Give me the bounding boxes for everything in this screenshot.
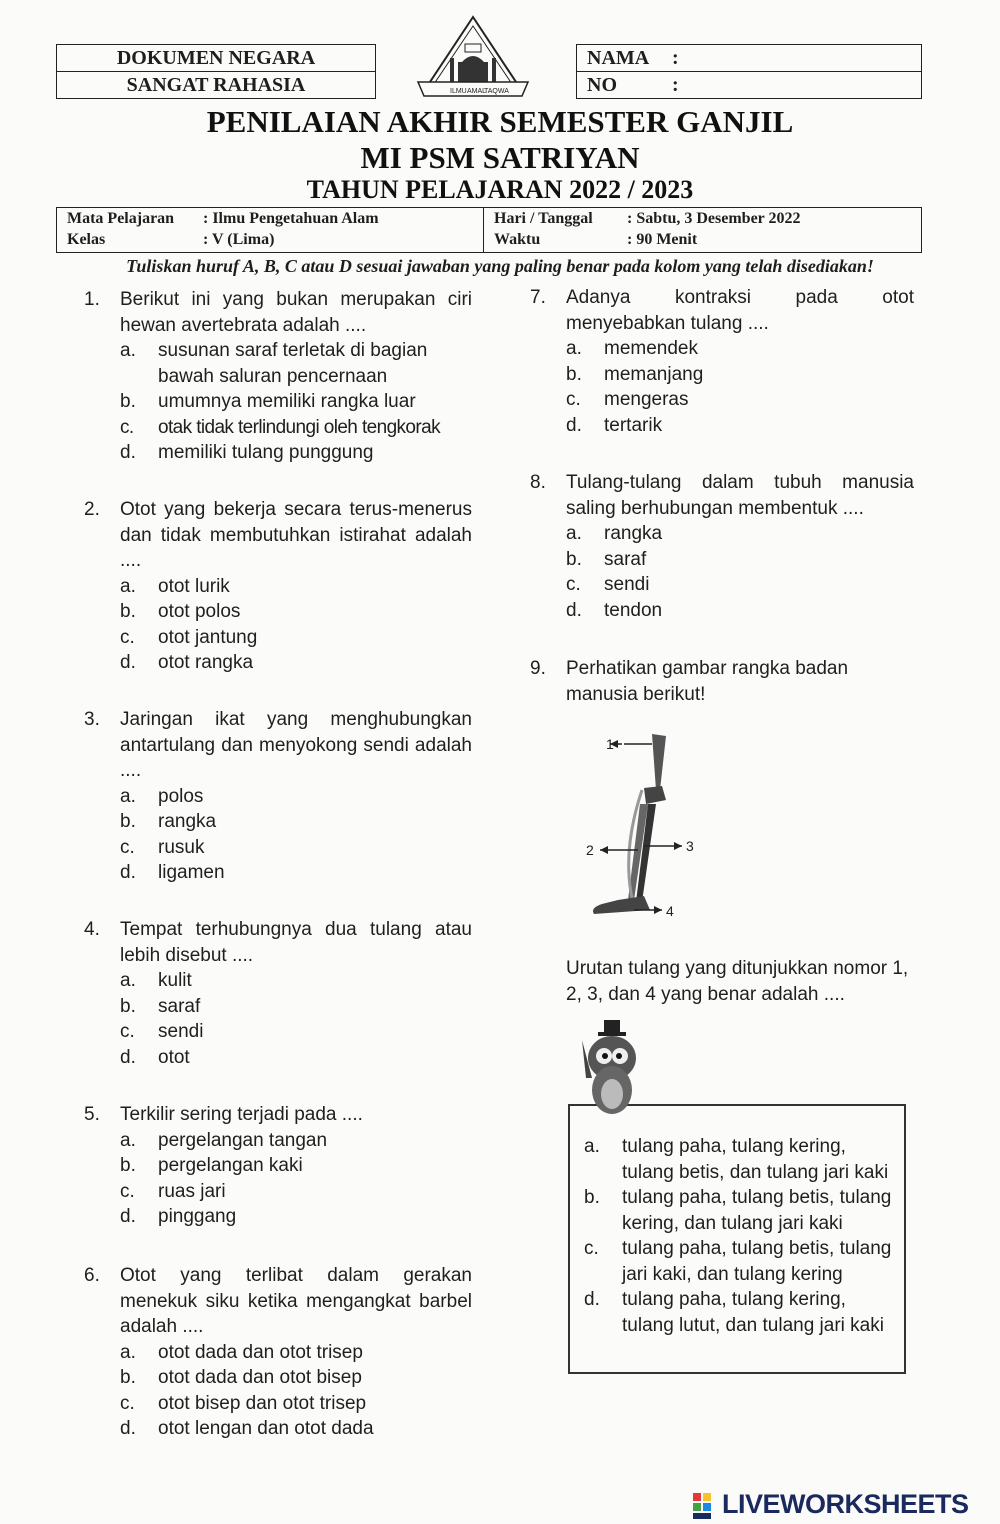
option-letter: d. xyxy=(120,1046,136,1068)
school-name: MI PSM SATRIYAN xyxy=(360,140,640,175)
option-text: otot bisep dan otot trisep xyxy=(158,1392,367,1414)
question-1 xyxy=(84,287,472,466)
option-letter: a. xyxy=(120,785,136,807)
doc-class-line: DOKUMEN NEGARA xyxy=(116,47,316,69)
question-4 xyxy=(84,917,472,1070)
leg-skeleton-figure xyxy=(582,730,712,930)
figure-label-2: 2 xyxy=(586,842,594,858)
question-stem: Jaringan ikat yang menghubungkan antartulang dan menyokong sendi adalah .... xyxy=(120,709,472,781)
option-text: memendek xyxy=(604,338,698,359)
school-logo xyxy=(414,14,532,100)
question-stem: Otot yang terlibat dalam gerakan menekuk siku ketika mengangkat barbel adalah .... xyxy=(120,1265,472,1337)
instruction-text: Tuliskan huruf A, B, C atau D sesuai jawaban yang paling benar pada kolom yang telah disediakan! xyxy=(126,256,874,276)
watermark-text: LIVEWORKSHEETS xyxy=(722,1489,969,1519)
option-b[interactable] xyxy=(120,994,472,1020)
exam-info-table xyxy=(56,207,922,253)
option-b[interactable] xyxy=(120,599,472,625)
option-text: kulit xyxy=(158,970,192,991)
subject-value: : Ilmu Pengetahuan Alam xyxy=(203,210,379,227)
question-stem: Tempat terhubungnya dua tulang atau lebih disebut .... xyxy=(120,919,472,966)
option-letter: c. xyxy=(120,836,135,858)
option-text: otot xyxy=(158,1046,190,1068)
question-7 xyxy=(530,285,914,438)
option-b[interactable] xyxy=(120,1153,472,1179)
option-letter: d. xyxy=(120,652,136,673)
time-value: : 90 Menit xyxy=(627,231,698,248)
option-text: saraf xyxy=(604,548,647,570)
option-a[interactable] xyxy=(120,1340,472,1366)
question-stem: Otot yang bekerja secara terus-menerus dan tidak membutuhkan istirahat adalah .... xyxy=(120,499,472,571)
liveworksheets-logo-icon xyxy=(692,1492,722,1520)
option-letter: b. xyxy=(120,1155,136,1176)
option-a[interactable] xyxy=(584,1134,894,1185)
name-label: NAMA xyxy=(587,47,650,69)
option-text: sendi xyxy=(158,1021,204,1042)
option-text: umumnya memiliki rangka luar xyxy=(158,391,416,412)
question-number: 7. xyxy=(530,287,546,308)
option-letter: d. xyxy=(120,862,136,883)
subject-label: Mata Pelajaran xyxy=(67,210,175,227)
question-9-options xyxy=(548,1134,894,1338)
option-text: memiliki tulang punggung xyxy=(158,442,374,463)
option-letter: c. xyxy=(566,574,581,595)
option-letter: d. xyxy=(120,442,136,463)
option-text: memanjang xyxy=(604,363,704,385)
figure-label-4: 4 xyxy=(666,903,674,919)
option-text: pergelangan kaki xyxy=(158,1155,303,1176)
option-d[interactable] xyxy=(120,650,472,676)
option-letter: c. xyxy=(120,416,134,438)
question-followup: Urutan tulang yang ditunjukkan nomor 1, 2, 3, dan 4 yang benar adalah .... xyxy=(566,958,909,1005)
question-number: 8. xyxy=(530,472,546,493)
name-colon: : xyxy=(672,47,679,69)
option-d[interactable] xyxy=(120,1204,472,1230)
option-c[interactable] xyxy=(120,415,472,441)
doc-class-line: SANGAT RAHASIA xyxy=(57,71,375,98)
option-text: polos xyxy=(158,785,204,807)
option-letter: d. xyxy=(584,1289,600,1310)
option-d[interactable] xyxy=(566,413,914,439)
option-text: rangka xyxy=(158,811,217,832)
student-id-box xyxy=(576,44,922,99)
option-letter: d. xyxy=(120,1206,136,1227)
option-text: rangka xyxy=(604,523,663,544)
question-8 xyxy=(530,470,914,623)
option-a[interactable] xyxy=(120,574,472,600)
option-letter: a. xyxy=(566,338,582,359)
option-text: otot polos xyxy=(158,601,241,622)
date-value: : Sabtu, 3 Desember 2022 xyxy=(627,210,801,227)
option-text: tulang paha, tulang kering, tulang lutut, dan tulang jari kaki xyxy=(622,1289,884,1336)
question-5 xyxy=(84,1102,472,1230)
option-text: ruas jari xyxy=(158,1180,226,1202)
option-letter: b. xyxy=(120,811,136,832)
option-d[interactable] xyxy=(120,1045,472,1071)
option-text: tertarik xyxy=(604,414,663,436)
option-d[interactable] xyxy=(120,1416,472,1442)
question-stem: Adanya kontraksi pada otot menyebabkan tulang .... xyxy=(566,287,914,334)
option-letter: a. xyxy=(120,1341,136,1363)
number-colon: : xyxy=(672,74,679,96)
option-a[interactable] xyxy=(120,784,472,810)
question-number: 9. xyxy=(530,658,546,679)
option-d[interactable] xyxy=(566,598,914,624)
option-b[interactable] xyxy=(566,547,914,573)
option-c[interactable] xyxy=(566,387,914,413)
question-stem: Berikut ini yang bukan merupakan ciri hewan avertebrata adalah .... xyxy=(120,289,472,336)
option-text: mengeras xyxy=(604,389,689,410)
option-text: pinggang xyxy=(158,1206,237,1227)
option-text: tulang paha, tulang betis, tulang jari kaki, dan tulang kering xyxy=(622,1238,892,1285)
figure-label-1: 1 xyxy=(606,736,614,752)
option-d[interactable] xyxy=(584,1287,894,1338)
option-text: otot jantung xyxy=(158,626,258,648)
option-a[interactable] xyxy=(120,1128,472,1154)
option-text: rusuk xyxy=(158,836,205,858)
option-a[interactable] xyxy=(566,336,914,362)
option-text: otot dada dan otot bisep xyxy=(158,1367,362,1388)
option-letter: c. xyxy=(566,389,581,410)
option-text: otot dada dan otot trisep xyxy=(158,1341,363,1363)
option-c[interactable] xyxy=(584,1236,894,1287)
owl-mascot-icon xyxy=(576,1018,646,1118)
option-b[interactable] xyxy=(120,809,472,835)
option-text: pergelangan tangan xyxy=(158,1129,328,1151)
option-letter: b. xyxy=(120,601,136,622)
option-letter: c. xyxy=(584,1238,599,1259)
logo-text: AMAL xyxy=(467,88,487,95)
time-label: Waktu xyxy=(494,231,541,248)
question-9-stem xyxy=(530,656,914,707)
class-label: Kelas xyxy=(67,231,106,248)
option-a[interactable] xyxy=(120,338,472,389)
option-b[interactable] xyxy=(120,389,472,415)
option-c[interactable] xyxy=(120,1019,472,1045)
question-number: 6. xyxy=(84,1265,100,1286)
option-letter: a. xyxy=(120,575,136,597)
option-letter: a. xyxy=(120,340,136,361)
option-letter: b. xyxy=(120,1367,136,1388)
question-number: 3. xyxy=(84,709,100,730)
option-b[interactable] xyxy=(120,1365,472,1391)
option-text: susunan saraf terletak di bagian bawah saluran pencernaan xyxy=(158,340,428,387)
question-number: 4. xyxy=(84,919,100,940)
option-c[interactable] xyxy=(120,835,472,861)
info-divider xyxy=(483,208,484,252)
option-letter: b. xyxy=(566,548,582,570)
option-letter: d. xyxy=(566,599,582,621)
option-d[interactable] xyxy=(120,440,472,466)
option-text: tulang paha, tulang betis, tulang kering, dan tulang jari kaki xyxy=(622,1187,892,1234)
option-letter: a. xyxy=(120,970,136,991)
question-3 xyxy=(84,707,472,886)
option-c[interactable] xyxy=(566,572,914,598)
option-text: otot lurik xyxy=(158,575,230,597)
logo-text: TAQWA xyxy=(484,88,509,95)
option-text: sendi xyxy=(604,574,650,595)
option-letter: c. xyxy=(120,1392,135,1414)
option-text: tendon xyxy=(604,599,663,621)
option-text: ligamen xyxy=(158,862,225,883)
academic-year: TAHUN PELAJARAN 2022 / 2023 xyxy=(306,175,694,204)
option-letter: b. xyxy=(584,1187,600,1208)
question-stem: Terkilir sering terjadi pada .... xyxy=(120,1104,363,1125)
option-d[interactable] xyxy=(120,860,472,886)
option-letter: b. xyxy=(120,995,136,1017)
question-stem: Tulang-tulang dalam tubuh manusia saling berhubungan membentuk .... xyxy=(566,472,914,519)
option-letter: d. xyxy=(566,414,582,436)
option-text: otot lengan dan otot dada xyxy=(158,1418,374,1439)
name-field[interactable] xyxy=(577,45,921,71)
option-letter: a. xyxy=(566,523,582,544)
option-text: tulang paha, tulang kering, tulang betis, dan tulang jari kaki xyxy=(622,1136,889,1183)
option-letter: c. xyxy=(120,1021,135,1042)
number-field[interactable] xyxy=(577,71,921,98)
option-b[interactable] xyxy=(566,362,914,388)
question-number: 1. xyxy=(84,289,100,310)
option-c[interactable] xyxy=(120,625,472,651)
document-classification-box xyxy=(56,44,376,99)
question-number: 2. xyxy=(84,499,100,520)
option-c[interactable] xyxy=(120,1391,472,1417)
option-text: otot rangka xyxy=(158,652,254,673)
option-letter: b. xyxy=(120,391,136,412)
option-letter: a. xyxy=(120,1129,136,1151)
option-letter: b. xyxy=(566,363,582,385)
option-c[interactable] xyxy=(120,1179,472,1205)
option-a[interactable] xyxy=(566,521,914,547)
option-letter: c. xyxy=(120,1180,135,1202)
option-letter: c. xyxy=(120,626,135,648)
date-label: Hari / Tanggal xyxy=(494,210,593,227)
question-stem: Perhatikan gambar rangka badan manusia berikut! xyxy=(566,658,849,705)
option-text: saraf xyxy=(158,995,201,1017)
exam-title: PENILAIAN AKHIR SEMESTER GANJIL xyxy=(206,104,794,139)
number-label: NO xyxy=(587,74,617,96)
question-2 xyxy=(84,497,472,676)
logo-text: ILMU xyxy=(450,88,467,95)
question-6 xyxy=(84,1263,472,1442)
option-text: otak tidak terlindungi oleh tengkorak xyxy=(158,416,440,438)
option-letter: d. xyxy=(120,1418,136,1439)
question-9-followup xyxy=(530,956,914,1007)
option-b[interactable] xyxy=(584,1185,894,1236)
option-letter: a. xyxy=(584,1136,600,1157)
option-a[interactable] xyxy=(120,968,472,994)
figure-label-3: 3 xyxy=(686,838,694,854)
class-value: : V (Lima) xyxy=(203,231,275,248)
question-number: 5. xyxy=(84,1104,100,1125)
